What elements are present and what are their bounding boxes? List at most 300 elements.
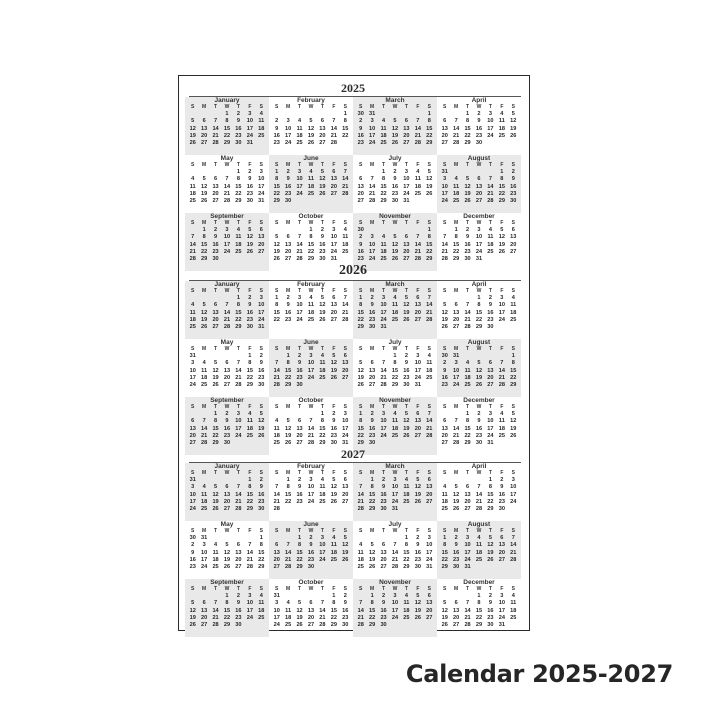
day-cell: 19 — [296, 614, 303, 621]
day-cell: 13 — [258, 234, 265, 241]
day-cell: 1 — [259, 535, 263, 541]
day-cell: 4 — [191, 176, 195, 183]
day-cell: 29 — [212, 440, 219, 447]
day-cell: 5 — [248, 227, 252, 233]
day-cell: 20 — [307, 614, 315, 621]
weekday-label: F — [248, 104, 252, 110]
day-cell: 13 — [223, 367, 231, 374]
day-cell: 29 — [498, 198, 505, 205]
day-cell: 12 — [453, 491, 460, 498]
weekday-label: M — [202, 586, 207, 592]
day-cell: 24 — [258, 316, 265, 323]
day-cell: 17 — [369, 132, 376, 139]
day-cell: 17 — [498, 309, 505, 316]
day-cell: 21 — [453, 432, 460, 439]
day-cell: 19 — [258, 425, 265, 432]
day-cell — [496, 440, 507, 447]
weekday-label: S — [259, 346, 263, 352]
day-cell: 4 — [259, 593, 263, 599]
day-cell: 10 — [510, 484, 517, 491]
day-cell: 19 — [498, 241, 505, 248]
day-cell: 30 — [475, 140, 483, 147]
day-cell: 12 — [403, 418, 410, 425]
week-row — [187, 126, 267, 133]
weekday-header — [187, 220, 267, 227]
day-cell: 29 — [223, 140, 231, 147]
day-cell: 7 — [488, 176, 492, 183]
weekday-label: T — [320, 528, 324, 534]
day-cell: 31 — [189, 353, 196, 359]
day-cell: 23 — [414, 556, 421, 563]
day-cell: 11 — [201, 491, 208, 498]
week-row — [439, 133, 519, 140]
week-row — [271, 382, 351, 389]
weekday-label: T — [404, 162, 408, 168]
day-cell: 18 — [246, 425, 253, 432]
month-name: August — [467, 339, 491, 346]
day-cell: 16 — [319, 241, 326, 248]
day-cell: 27 — [453, 324, 460, 331]
weekday-label: W — [476, 288, 482, 294]
day-cell: 22 — [369, 614, 376, 621]
day-cell: 21 — [487, 190, 494, 197]
weekday-label: W — [224, 288, 230, 294]
day-cell — [233, 353, 244, 360]
day-cell: 3 — [298, 169, 302, 175]
day-cell: 6 — [309, 600, 313, 607]
week-row — [439, 615, 519, 622]
day-cell: 25 — [475, 556, 483, 563]
day-cell: 2 — [343, 593, 347, 599]
day-cell — [496, 324, 507, 331]
week-row — [187, 111, 267, 118]
day-cell: 6 — [500, 535, 504, 541]
day-cell: 13 — [498, 542, 505, 549]
day-cell: 14 — [319, 607, 326, 614]
day-cell: 9 — [359, 241, 363, 248]
day-cell: 17 — [246, 125, 253, 132]
day-cell: 21 — [189, 248, 196, 255]
day-cell: 4 — [286, 600, 290, 607]
day-cell: 13 — [330, 176, 337, 183]
weekday-label: M — [370, 162, 375, 168]
day-cell — [305, 198, 316, 205]
week-row — [355, 506, 435, 513]
weekday-label: F — [416, 288, 420, 294]
month-block — [437, 281, 521, 339]
day-cell — [412, 111, 423, 118]
weekday-label: T — [382, 470, 386, 476]
day-cell: 6 — [370, 360, 374, 367]
day-cell: 20 — [357, 190, 364, 197]
day-cell — [282, 324, 293, 331]
weekday-label: T — [382, 220, 386, 226]
day-cell: 30 — [246, 324, 253, 331]
weekday-label: S — [443, 288, 447, 294]
day-cell: 10 — [235, 418, 242, 425]
weekday-label: T — [382, 288, 386, 294]
day-cell: 22 — [246, 374, 253, 381]
day-cell — [340, 506, 351, 513]
day-cell: 10 — [189, 491, 196, 498]
day-cell: 3 — [443, 176, 447, 183]
week-row — [355, 353, 435, 360]
day-cell — [233, 256, 244, 263]
day-cell: 17 — [223, 241, 231, 248]
day-cell: 19 — [403, 309, 410, 316]
day-cell: 15 — [357, 425, 364, 432]
weekday-label: T — [298, 586, 302, 592]
day-cell: 27 — [212, 324, 219, 331]
day-cell: 14 — [426, 302, 433, 309]
week-row — [439, 184, 519, 191]
day-cell: 8 — [259, 542, 263, 549]
weekday-label: S — [443, 346, 447, 352]
weekday-label: F — [416, 162, 420, 168]
month-name: August — [467, 521, 491, 528]
day-cell: 12 — [441, 309, 448, 316]
weekday-label: T — [214, 586, 218, 592]
day-cell — [294, 411, 305, 418]
weekday-label: T — [236, 528, 240, 534]
day-cell: 16 — [403, 367, 410, 374]
day-cell: 19 — [357, 374, 364, 381]
weekday-header — [355, 162, 435, 169]
day-cell: 8 — [393, 360, 397, 367]
day-cell: 2 — [488, 295, 492, 301]
day-cell: 18 — [391, 309, 399, 316]
day-cell: 10 — [453, 367, 460, 374]
day-cell: 9 — [500, 484, 504, 491]
day-cell: 8 — [332, 600, 336, 607]
weekday-label: T — [466, 162, 470, 168]
day-cell — [282, 227, 293, 234]
weekday-label: T — [236, 220, 240, 226]
day-cell: 6 — [454, 302, 458, 309]
week-row — [187, 622, 267, 629]
day-cell: 17 — [258, 309, 265, 316]
day-cell: 15 — [296, 549, 303, 556]
weekday-label: M — [286, 162, 291, 168]
day-cell: 18 — [319, 367, 326, 374]
day-cell: 21 — [296, 248, 303, 255]
day-cell: 27 — [357, 198, 364, 205]
day-cell: 1 — [488, 477, 492, 483]
day-cell: 30 — [342, 622, 349, 629]
weekday-label: M — [370, 220, 375, 226]
week-row — [355, 375, 435, 382]
day-cell: 19 — [307, 132, 315, 139]
day-cell: 22 — [357, 432, 364, 439]
day-cell: 13 — [285, 241, 292, 248]
weekday-header — [439, 104, 519, 111]
day-cell: 9 — [214, 234, 218, 241]
day-cell: 4 — [298, 118, 302, 125]
day-cell — [233, 477, 244, 484]
day-cell — [282, 111, 293, 118]
day-cell: 3 — [298, 295, 302, 301]
day-cell: 15 — [426, 241, 433, 248]
day-cell: 3 — [236, 411, 240, 417]
day-cell: 9 — [275, 125, 279, 132]
weekday-label: F — [500, 586, 504, 592]
day-cell: 27 — [342, 374, 349, 381]
month-block — [185, 339, 269, 397]
day-cell: 20 — [258, 241, 265, 248]
weekday-label: W — [308, 104, 314, 110]
day-cell: 28 — [235, 506, 242, 513]
month-name: February — [297, 97, 325, 104]
weekday-label: M — [454, 162, 459, 168]
weekday-label: W — [392, 404, 398, 410]
day-cell: 30 — [189, 535, 196, 541]
month-block — [269, 97, 353, 155]
weekday-label: T — [214, 470, 218, 476]
day-cell: 13 — [319, 125, 326, 132]
day-cell: 2 — [511, 169, 515, 175]
day-cell: 21 — [357, 498, 364, 505]
weekday-label: T — [236, 586, 240, 592]
day-cell: 28 — [426, 316, 433, 323]
week-row — [355, 564, 435, 571]
day-cell: 31 — [258, 198, 265, 205]
week-row — [187, 242, 267, 249]
week-row — [187, 542, 267, 549]
day-cell: 4 — [382, 234, 386, 241]
weekday-label: S — [343, 162, 347, 168]
day-cell: 18 — [510, 607, 517, 614]
day-cell — [244, 535, 255, 542]
day-cell: 5 — [343, 535, 347, 541]
week-row — [271, 111, 351, 118]
day-cell — [378, 440, 389, 447]
week-row — [187, 227, 267, 234]
month-name: February — [297, 463, 325, 470]
day-cell: 9 — [488, 600, 492, 607]
day-cell: 24 — [246, 132, 253, 139]
weekday-label: F — [332, 104, 336, 110]
week-row — [187, 310, 267, 317]
weekday-header — [439, 586, 519, 593]
day-cell — [328, 111, 339, 118]
weekday-label: W — [392, 220, 398, 226]
day-cell: 25 — [357, 564, 364, 571]
day-cell: 10 — [403, 176, 410, 183]
day-cell: 11 — [273, 425, 280, 432]
week-row — [187, 295, 267, 302]
day-cell: 30 — [487, 324, 494, 331]
day-cell: 23 — [441, 382, 448, 389]
day-cell: 25 — [258, 614, 265, 621]
day-cell: 12 — [342, 542, 349, 549]
weekday-label: S — [511, 288, 515, 294]
day-cell: 27 — [403, 140, 410, 147]
weekday-label: S — [191, 528, 195, 534]
day-cell: 17 — [307, 367, 315, 374]
day-cell: 11 — [414, 176, 421, 183]
day-cell: 30 — [212, 256, 219, 263]
weekday-label: F — [248, 220, 252, 226]
day-cell: 28 — [223, 198, 231, 205]
day-cell: 11 — [296, 125, 303, 132]
week-row — [439, 249, 519, 256]
day-cell: 11 — [308, 302, 314, 309]
week-row — [187, 564, 267, 571]
day-cell: 20 — [201, 132, 208, 139]
day-cell: 12 — [319, 302, 326, 309]
day-cell: 20 — [475, 190, 483, 197]
month-name: October — [298, 579, 324, 586]
week-row — [187, 499, 267, 506]
day-cell: 20 — [403, 132, 410, 139]
day-cell: 1 — [298, 535, 302, 541]
month-block — [185, 521, 269, 579]
day-cell: 28 — [296, 256, 303, 263]
day-cell: 24 — [487, 132, 494, 139]
day-cell: 7 — [359, 484, 363, 491]
day-cell: 8 — [236, 176, 240, 183]
weekday-label: F — [332, 470, 336, 476]
weekday-label: T — [320, 470, 324, 476]
month-name: December — [463, 579, 495, 586]
day-cell: 14 — [201, 425, 208, 432]
day-cell: 28 — [464, 622, 471, 629]
day-cell: 26 — [223, 564, 231, 571]
day-cell: 5 — [443, 600, 447, 607]
week-row — [271, 418, 351, 425]
day-cell: 22 — [273, 316, 280, 323]
day-cell: 27 — [475, 198, 483, 205]
day-cell — [485, 353, 496, 360]
day-cell: 5 — [454, 484, 458, 491]
day-cell: 18 — [307, 309, 315, 316]
day-cell: 24 — [296, 316, 303, 323]
day-cell: 3 — [286, 118, 290, 125]
day-cell: 24 — [414, 374, 421, 381]
month-block — [185, 213, 269, 271]
day-cell: 14 — [223, 183, 231, 190]
day-cell: 20 — [498, 549, 505, 556]
day-cell: 15 — [223, 607, 231, 614]
day-cell: 15 — [235, 183, 242, 190]
weekday-label: S — [427, 470, 431, 476]
day-cell: 25 — [391, 316, 399, 323]
weekday-label: S — [359, 162, 363, 168]
day-cell: 11 — [498, 118, 505, 125]
week-row — [271, 302, 351, 309]
day-cell — [294, 227, 305, 234]
day-cell: 14 — [464, 607, 471, 614]
day-cell: 2 — [275, 118, 279, 125]
day-cell: 26 — [369, 564, 376, 571]
day-cell: 23 — [246, 316, 253, 323]
day-cell: 17 — [391, 491, 399, 498]
day-cell: 6 — [416, 411, 420, 417]
day-cell: 30 — [510, 198, 517, 205]
day-cell: 5 — [298, 600, 302, 607]
day-cell: 16 — [258, 491, 265, 498]
day-cell: 1 — [427, 227, 431, 233]
day-cell: 3 — [511, 477, 515, 483]
weekday-label: T — [320, 104, 324, 110]
week-row — [439, 198, 519, 205]
weekday-label: S — [359, 346, 363, 352]
day-cell: 16 — [296, 367, 303, 374]
day-cell: 8 — [309, 234, 313, 241]
week-row — [187, 411, 267, 418]
day-cell: 23 — [319, 248, 326, 255]
day-cell — [187, 227, 198, 234]
day-cell: 28 — [453, 140, 460, 147]
year-title: 2025 — [341, 81, 365, 95]
day-cell: 18 — [273, 432, 280, 439]
day-cell: 19 — [330, 367, 337, 374]
weekday-label: T — [214, 528, 218, 534]
week-row — [355, 557, 435, 564]
weekday-label: T — [298, 162, 302, 168]
day-cell: 19 — [273, 248, 280, 255]
day-cell: 2 — [298, 477, 302, 483]
day-cell: 3 — [309, 477, 313, 483]
day-cell — [256, 440, 267, 447]
day-cell: 31 — [403, 198, 410, 205]
week-row — [187, 118, 267, 125]
day-cell: 25 — [212, 564, 219, 571]
week-row — [355, 418, 435, 425]
weekday-header — [355, 404, 435, 411]
day-cell: 12 — [391, 125, 399, 132]
week-row — [439, 542, 519, 549]
day-cell: 7 — [286, 542, 290, 549]
week-row — [271, 227, 351, 234]
day-cell: 22 — [403, 556, 410, 563]
day-cell: 28 — [426, 432, 433, 439]
day-cell: 2 — [359, 118, 363, 125]
day-cell: 7 — [370, 176, 374, 183]
day-cell: 21 — [464, 316, 471, 323]
day-cell: 15 — [453, 241, 460, 248]
day-cell: 21 — [273, 498, 280, 505]
weekday-label: W — [224, 528, 230, 534]
weekday-label: S — [427, 162, 431, 168]
weekday-label: T — [466, 104, 470, 110]
day-cell — [508, 506, 519, 513]
day-cell: 25 — [189, 324, 196, 331]
weekday-label: T — [298, 528, 302, 534]
day-cell: 20 — [510, 241, 517, 248]
day-cell: 23 — [510, 190, 517, 197]
day-cell: 24 — [246, 614, 253, 621]
weekday-header — [355, 104, 435, 111]
day-cell: 22 — [330, 614, 337, 621]
day-cell: 1 — [511, 353, 515, 359]
day-cell: 14 — [453, 125, 460, 132]
day-cell: 4 — [309, 169, 313, 175]
week-row — [439, 600, 519, 607]
day-cell: 6 — [214, 176, 218, 183]
day-cell: 26 — [189, 140, 196, 147]
weekday-label: M — [454, 404, 459, 410]
weekday-label: S — [275, 220, 279, 226]
day-cell: 22 — [426, 132, 433, 139]
day-cell: 25 — [441, 506, 448, 513]
weekday-label: T — [320, 288, 324, 294]
day-cell: 14 — [273, 491, 280, 498]
day-cell: 16 — [414, 549, 421, 556]
weekday-label: F — [416, 104, 420, 110]
day-cell: 8 — [488, 484, 492, 491]
weekday-header — [355, 528, 435, 535]
